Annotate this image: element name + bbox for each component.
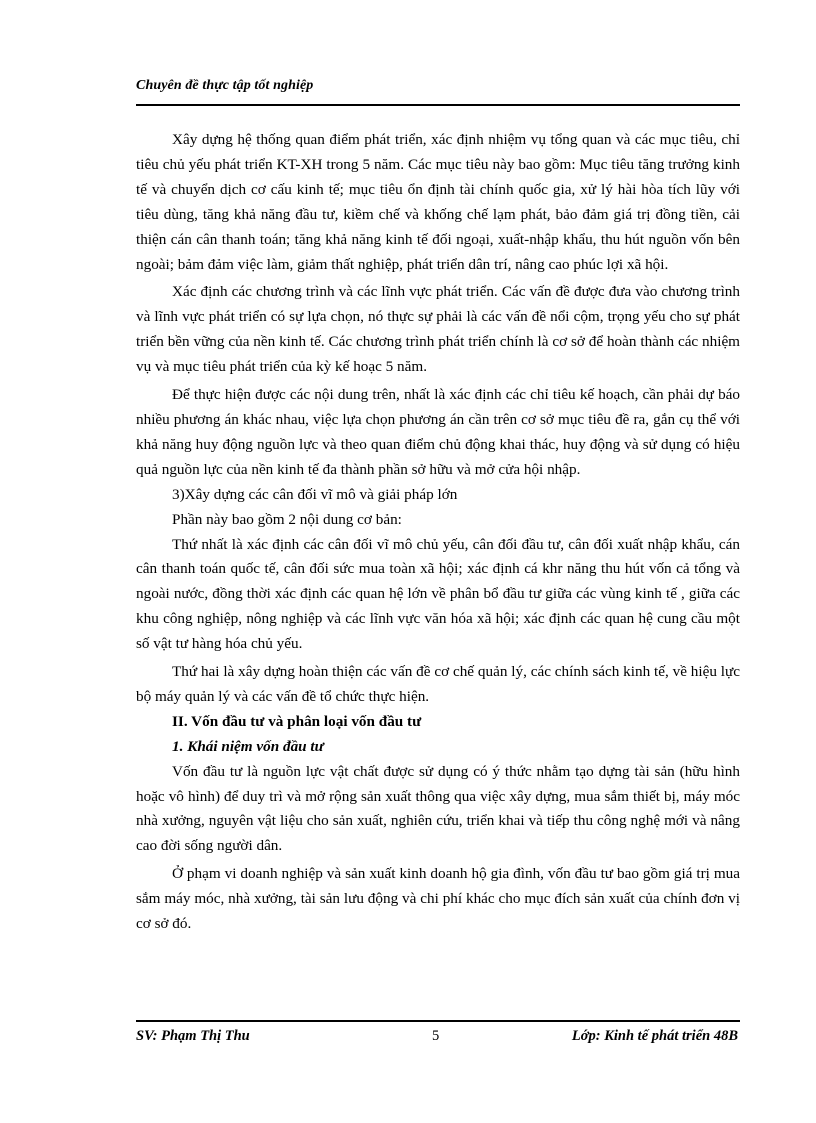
paragraph: Ở phạm vi doanh nghiệp và sản xuất kinh doanh hộ gia đình, vốn đầu tư bao gồm giá trị mua sắm máy móc, nhà xưởng, tài sản lưu động và chi phí khác cho mục đích sản xuất của chính đơn vị cơ sở đó. bbox=[136, 865, 740, 933]
header-divider bbox=[136, 104, 740, 106]
paragraph: Xác định các chương trình và các lĩnh vực phát triển. Các vấn đề được đưa vào chương trình và lĩnh vực phát triển có sự lựa chọn, nó thực sự phải là các vấn đề nổi cộm, trọng yếu cho sự phát triển bền vững của nền kinh tế. Các chương trình phát triển chính là cơ sở để hoàn thành các nhiệm vụ và mục tiêu phát triển của kỳ kế hoạc 5 năm. bbox=[136, 283, 740, 376]
section-heading: II. Vốn đầu tư và phân loại vốn đầu tư bbox=[172, 712, 422, 730]
paragraph: Phần này bao gồm 2 nội dung cơ bản: bbox=[172, 510, 402, 528]
subsection-heading: 1. Khái niệm vốn đầu tư bbox=[172, 737, 324, 755]
document-body bbox=[136, 128, 740, 937]
paragraph: Để thực hiện được các nội dung trên, nhất là xác định các chỉ tiêu kế hoạch, cần phải dự báo nhiều phương án khác nhau, việc lựa chọn phương án cần trên cơ sở mục tiêu đề ra, gắn cụ thể với khả năng huy động nguồn lực và theo quan điểm chủ động khai thác, huy động và sử dụng có hiệu quả nguồn lực của nền kinh tế đa thành phần sở hữu và mở cửa hội nhập. bbox=[136, 386, 740, 478]
page-header-title: Chuyên đề thực tập tốt nghiệp bbox=[136, 78, 314, 93]
footer-divider bbox=[136, 1020, 740, 1022]
paragraph: Thứ hai là xây dựng hoàn thiện các vấn đề cơ chế quản lý, các chính sách kinh tế, về hiệu lực bộ máy quản lý và các vấn đề tổ chức thực hiện. bbox=[136, 663, 740, 705]
footer-class: Lớp: Kinh tế phát triển 48B bbox=[571, 1028, 738, 1044]
footer-author: SV: Phạm Thị Thu bbox=[136, 1028, 250, 1044]
subsection-heading: 3)Xây dựng các cân đối vĩ mô và giải pháp lớn bbox=[172, 485, 458, 503]
paragraph: Xây dựng hệ thống quan điểm phát triển, xác định nhiệm vụ tổng quan và các mục tiêu, chỉ tiêu chủ yếu phát triển KT-XH trong 5 năm. Các mục tiêu này bao gồm: Mục tiêu tăng trưởng kinh tế và chuyển dịch cơ cấu kinh tế; mục tiêu ổn định tài chính quốc gia, xử lý hài hòa tích lũy với tiêu dùng, tăng khả năng đầu tư, kiềm chế và khống chế lạm phát, bảo đảm giá trị đồng tiền, cải thiện cán cân thanh toán; tăng khả năng kinh tế đối ngoại, xuất-nhập khẩu, thu hút nguồn vốn bên ngoài; bảm đảm việc làm, giảm thất nghiệp, phát triển dân trí, nâng cao phúc lợi xã hội. bbox=[136, 131, 740, 273]
paragraph: Thứ nhất là xác định các cân đối vĩ mô chủ yếu, cân đối đầu tư, cân đối xuất nhập khẩu, cán cân thanh toán quốc tế, cân đối sức mua toàn xã hội; xác định cá khr năng thu hút vốn cả tổng và ngoài nước, đồng thời xác định các quan hệ lớn về phân bổ đầu tư giữa các vùng kinh tế , giữa các khu công nghiệp, nông nghiệp và các lĩnh vực văn hóa xã hội; xác định các quan hệ cung cầu một số vật tư hàng hóa chủ yếu. bbox=[136, 535, 740, 653]
paragraph: Vốn đầu tư là nguồn lực vật chất được sử dụng có ý thức nhằm tạo dựng tài sản (hữu hình hoặc vô hình) để duy trì và mở rộng sản xuất thông qua việc xây dựng, mua sắm thiết bị, máy móc nhà xưởng, nguyên vật liệu cho sản xuất, nghiên cứu, triển khai và tiếp thu công nghệ mới và nâng cao đời sống người dân. bbox=[136, 762, 740, 855]
page-number: 5 bbox=[432, 1028, 440, 1044]
